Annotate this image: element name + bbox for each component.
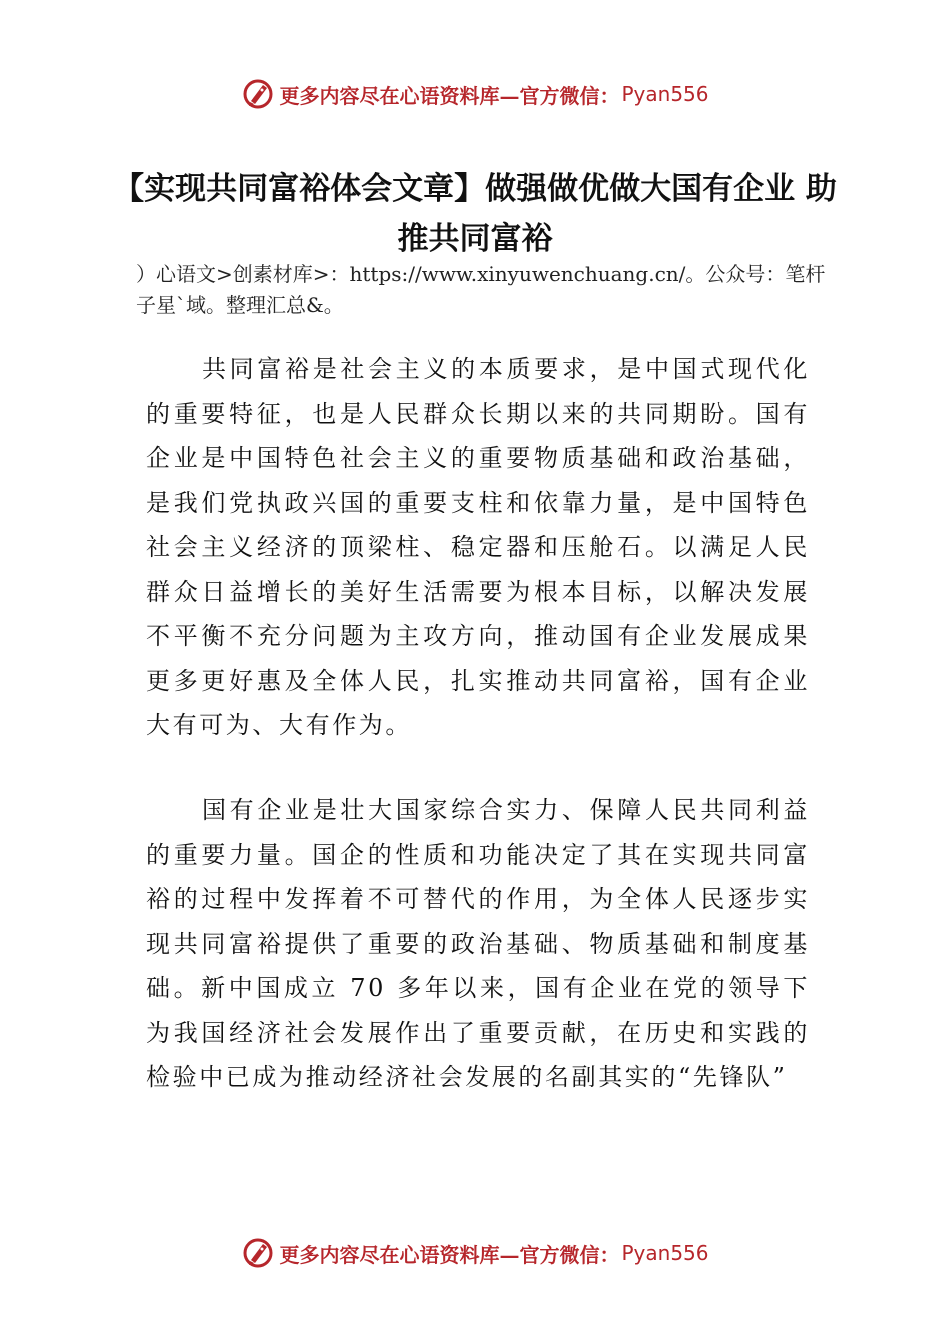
paragraph-1: 共同富裕是社会主义的本质要求，是中国式现代化的重要特征，也是人民群众长期以来的共同期盼。国有企业是中国特色社会主义的重要物质基础和政治基础，是我们党执政兴国的重要支柱和依靠力量，是中国特色社会主义经济的顶梁柱、稳定器和压舱石。以满足人民群众日益增长的美好生活需要为根本目标，以解决发展不平衡不充分问题为主攻方向，推动国有企业发展成果更多更好惠及全体人民，扎实推动共同富裕，国有企业大有可为、大有作为。 <box>146 355 810 739</box>
pen-nib-logo-icon <box>241 1236 275 1270</box>
banner-text: 更多内容尽在心语资料库—官方微信： <box>279 83 620 108</box>
footer-banner <box>0 1233 950 1273</box>
paragraph-2: 国有企业是壮大国家综合实力、保障人民共同利益的重要力量。国企的性质和功能决定了其在实现共同富裕的过程中发挥着不可替代的作用，为全体人民逐步实现共同富裕提供了重要的政治基础、物质基础和制度基础。新中国成立 70 多年以来，国有企业在党的领导下为我国经济社会发展作出了重要贡献，在历史和实践的检验中已成为推动经济社会发展的名副其实的“先锋队” <box>146 796 810 1091</box>
pen-nib-logo-icon <box>241 77 275 111</box>
banner-text: 更多内容尽在心语资料库—官方微信： <box>279 1242 620 1267</box>
wechat-id: Pyan556 <box>621 1241 709 1265</box>
wechat-id: Pyan556 <box>621 82 709 106</box>
header-banner <box>0 74 950 114</box>
document-title: 【实现共同富裕体会文章】做强做优做大国有企业 助推共同富裕 <box>113 171 837 257</box>
source-line: ）心语文>创素材库>：https://www.xinyuwenchuang.cn/。公众号：笔杆子星`域。整理汇总&。 <box>136 262 826 317</box>
